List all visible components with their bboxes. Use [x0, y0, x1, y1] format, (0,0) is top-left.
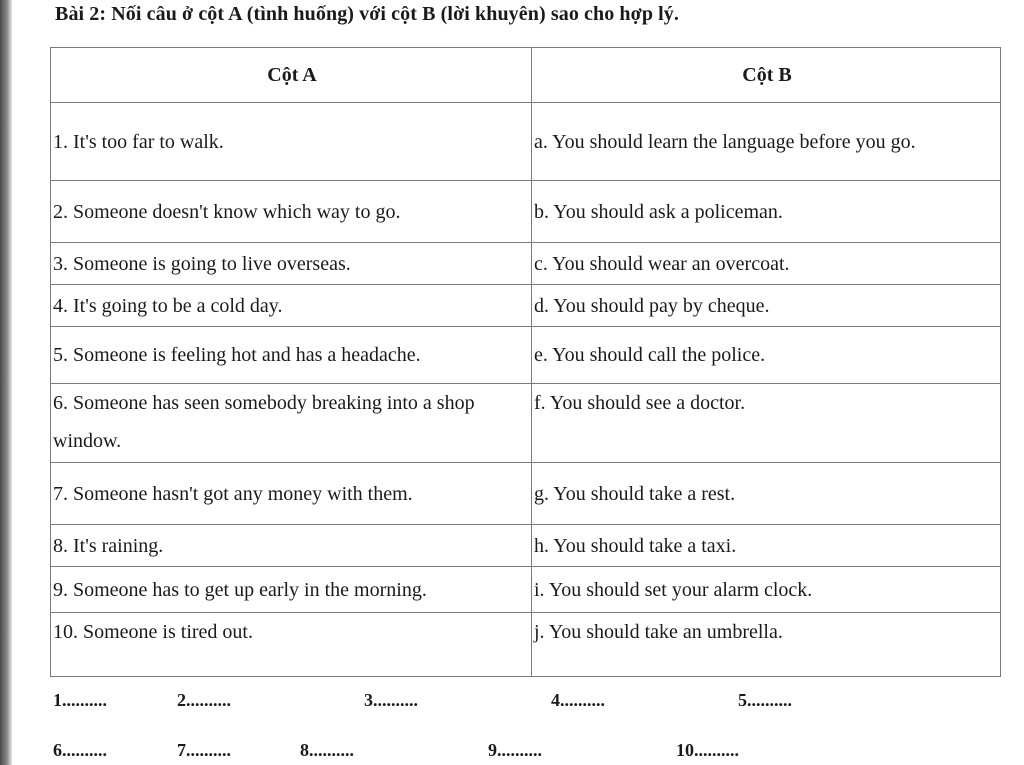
- situation-cell: 9. Someone has to get up early in the morning.: [51, 567, 532, 613]
- table-header-row: [51, 48, 1001, 103]
- table-row: [51, 327, 1001, 384]
- situation-cell: 6. Someone has seen somebody breaking into a shop window.: [51, 384, 532, 463]
- answer-blank-3[interactable]: 3..........: [364, 690, 418, 710]
- answer-blank-1[interactable]: 1..........: [53, 690, 107, 710]
- exercise-title: Bài 2: Nối câu ở cột A (tình huống) với cột B (lời khuyên) sao cho hợp lý.: [55, 3, 680, 25]
- table-row: [51, 285, 1001, 327]
- situation-cell: 7. Someone hasn't got any money with them.: [51, 463, 532, 525]
- table-row: [51, 384, 1001, 463]
- situation-cell: 8. It's raining.: [51, 525, 532, 567]
- advice-cell: e. You should call the police.: [532, 327, 1001, 384]
- advice-cell: a. You should learn the language before you go.: [532, 103, 1001, 181]
- column-b-header: Cột B: [532, 48, 1001, 103]
- situation-cell: 10. Someone is tired out.: [51, 613, 532, 677]
- advice-cell: f. You should see a doctor.: [532, 384, 1001, 463]
- advice-cell: g. You should take a rest.: [532, 463, 1001, 525]
- situation-cell: 4. It's going to be a cold day.: [51, 285, 532, 327]
- table-row: [51, 103, 1001, 181]
- advice-cell: c. You should wear an overcoat.: [532, 243, 1001, 285]
- answer-blank-8[interactable]: 8..........: [300, 740, 354, 760]
- table-row: [51, 567, 1001, 613]
- advice-cell: h. You should take a taxi.: [532, 525, 1001, 567]
- situation-cell: 5. Someone is feeling hot and has a headache.: [51, 327, 532, 384]
- answer-blank-9[interactable]: 9..........: [488, 740, 542, 760]
- answer-blank-4[interactable]: 4..........: [551, 690, 605, 710]
- situation-cell: 3. Someone is going to live overseas.: [51, 243, 532, 285]
- table-row: [51, 463, 1001, 525]
- advice-cell: i. You should set your alarm clock.: [532, 567, 1001, 613]
- page-edge-shadow: [0, 0, 12, 765]
- table-row: [51, 613, 1001, 677]
- table-row: [51, 243, 1001, 285]
- table-row: [51, 525, 1001, 567]
- answer-blank-2[interactable]: 2..........: [177, 690, 231, 710]
- table-row: [51, 181, 1001, 243]
- situation-cell: 1. It's too far to walk.: [51, 103, 532, 181]
- answer-blank-7[interactable]: 7..........: [177, 740, 231, 760]
- answer-blank-5[interactable]: 5..........: [738, 690, 792, 710]
- situation-cell: 2. Someone doesn't know which way to go.: [51, 181, 532, 243]
- answer-blank-6[interactable]: 6..........: [53, 740, 107, 760]
- matching-table: [50, 47, 1001, 677]
- answer-blank-10[interactable]: 10..........: [676, 740, 739, 760]
- column-a-header: Cột A: [51, 48, 532, 103]
- advice-cell: b. You should ask a policeman.: [532, 181, 1001, 243]
- advice-cell: j. You should take an umbrella.: [532, 613, 1001, 677]
- advice-cell: d. You should pay by cheque.: [532, 285, 1001, 327]
